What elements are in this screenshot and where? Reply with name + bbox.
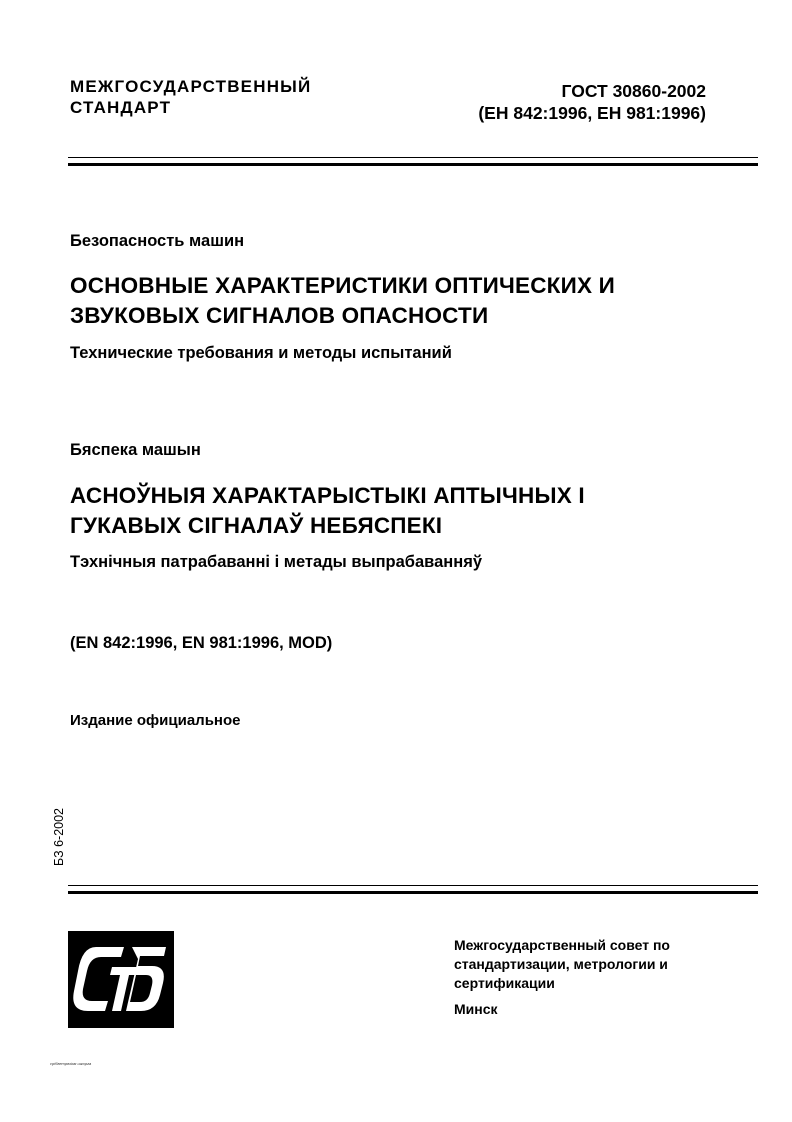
russian-title-line2: ЗВУКОВЫХ СИГНАЛОВ ОПАСНОСТИ	[70, 303, 489, 328]
publisher-line3: сертификации	[454, 975, 555, 991]
header-rule-thick	[68, 163, 758, 166]
document-type-line1: МЕЖГОСУДАРСТВЕННЫЙ	[70, 77, 312, 96]
russian-title-line1: ОСНОВНЫЕ ХАРАКТЕРИСТИКИ ОПТИЧЕСКИХ И	[70, 273, 615, 298]
russian-subtitle: Безопасность машин	[70, 232, 245, 250]
standard-number: ГОСТ 30860-2002	[561, 81, 706, 101]
russian-title	[70, 271, 615, 331]
standard-number-heading	[478, 80, 706, 124]
russian-subtitle2: Технические требования и методы испытаний	[70, 344, 452, 362]
belarusian-title-line1: АСНОЎНЫЯ ХАРАКТАРЫСТЫКІ АПТЫЧНЫХ І	[70, 483, 585, 508]
publisher-logo-icon	[68, 931, 174, 1028]
header-rule-thin	[68, 157, 758, 158]
publisher-city: Минск	[454, 1001, 498, 1017]
belarusian-title-line2: ГУКАВЫХ СІГНАЛАЎ НЕБЯСПЕКІ	[70, 513, 443, 538]
publisher-line2: стандартизации, метрологии и	[454, 956, 668, 972]
belarusian-title	[70, 481, 585, 541]
belarusian-subtitle2: Тэхнічныя патрабаванні і метады выпрабаванняў	[70, 553, 483, 571]
standard-equivalents: (ЕН 842:1996, ЕН 981:1996)	[478, 103, 706, 123]
footer-rule-thin	[68, 885, 758, 886]
belarusian-subtitle: Бяспека машын	[70, 441, 201, 459]
edition-label: Издание официальное	[70, 712, 241, 729]
footer-rule-thick	[68, 891, 758, 894]
document-type-heading	[70, 76, 311, 118]
side-code: БЗ 6-2002	[52, 807, 66, 866]
reference-standards: (EN 842:1996, EN 981:1996, MOD)	[70, 634, 333, 652]
publisher-name	[454, 936, 670, 993]
footer-tiny-text: срібветрвзізм шкорга	[50, 1061, 92, 1066]
publisher-line1: Межгосударственный совет по	[454, 937, 670, 953]
document-type-line2: СТАНДАРТ	[70, 98, 172, 117]
